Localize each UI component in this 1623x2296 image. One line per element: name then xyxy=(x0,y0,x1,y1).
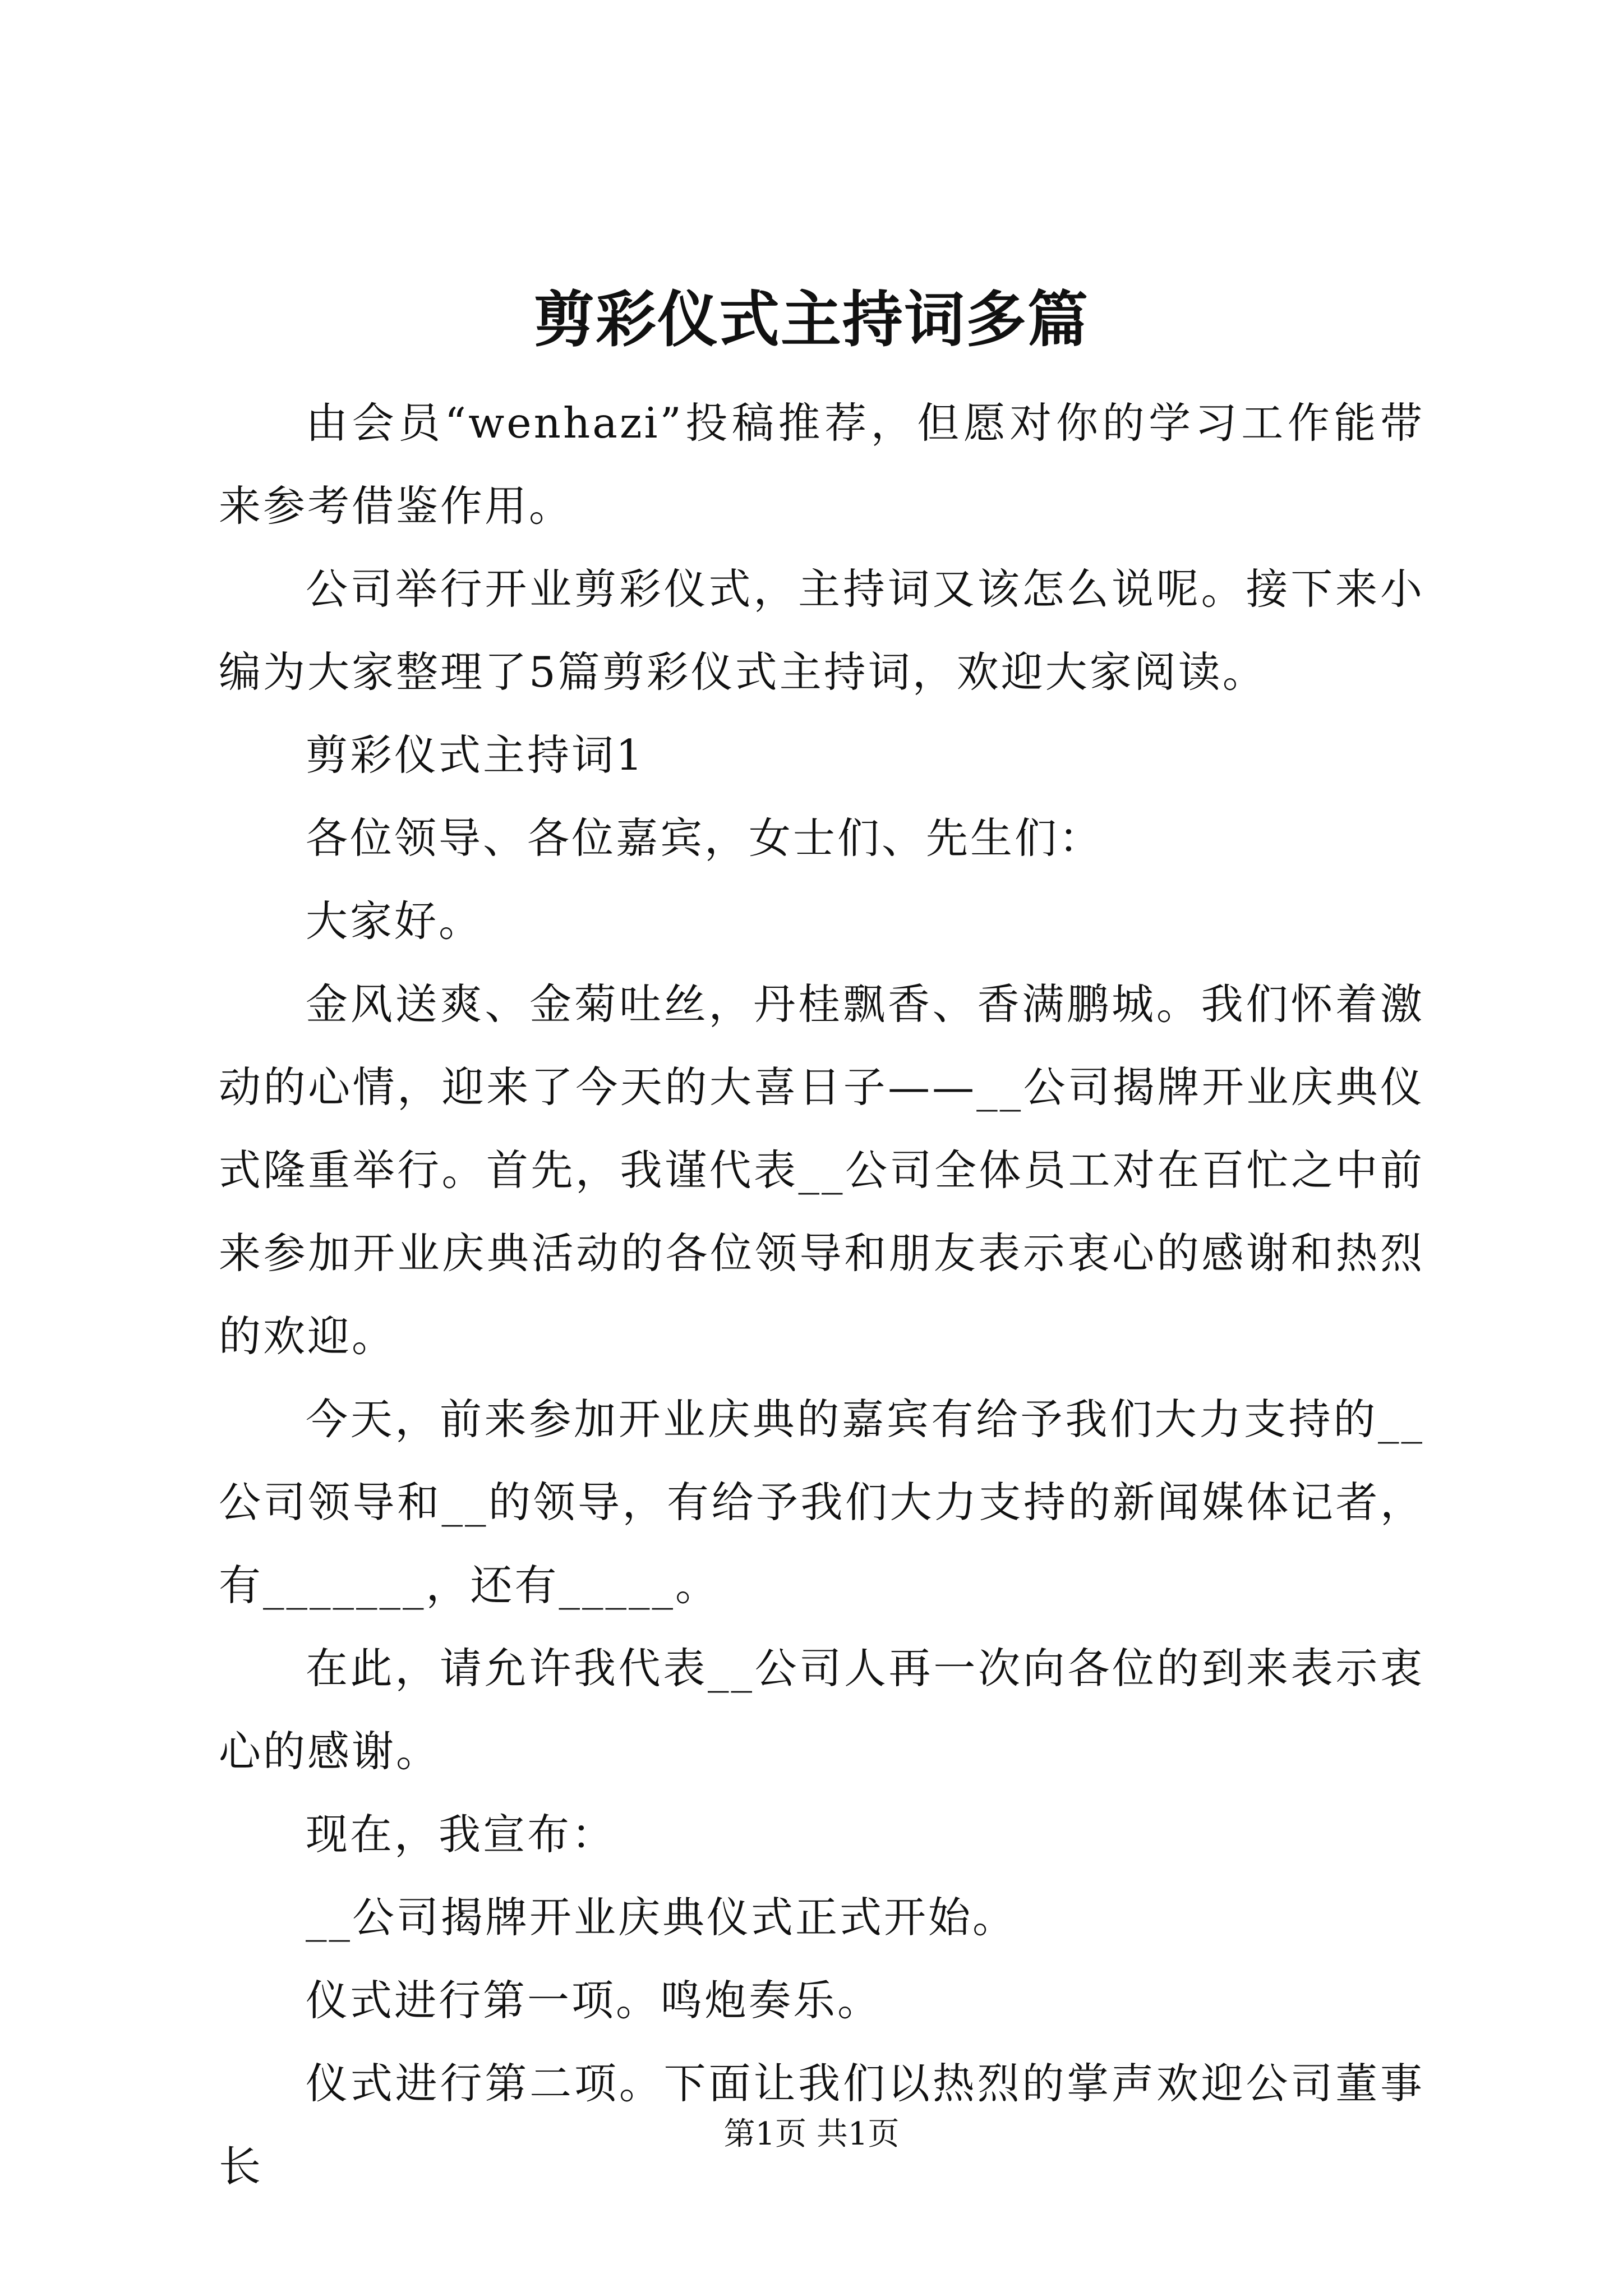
paragraph: 在此，请允许我代表__公司人再一次向各位的到来表示衷心的感谢。 xyxy=(219,1644,1424,1776)
paragraph: 由会员“wenhazi”投稿推荐，但愿对你的学习工作能带来参考借鉴作用。 xyxy=(219,398,1424,531)
section-heading: 剪彩仪式主持词1 xyxy=(306,730,645,780)
paragraph: 金风送爽、金菊吐丝，丹桂飘香、香满鹏城。我们怀着激动的心情，迎来了今天的大喜日子——__公司揭牌开业庆典仪式隆重举行。首先，我谨代表__公司全体员工对在百忙之中前来参加开业庆典活动的各位领导和朋友表示衷心的感谢和热烈的欢迎。 xyxy=(219,979,1424,1361)
document-title: 剪彩仪式主持词多篇 xyxy=(533,284,1089,355)
paragraph: 现在，我宣布： xyxy=(306,1810,616,1859)
page-footer: 第1页 共1页 xyxy=(723,2116,900,2152)
paragraph: 大家好。 xyxy=(306,896,483,946)
paragraph: __公司揭牌开业庆典仪式正式开始。 xyxy=(306,1893,1017,1942)
paragraph: 仪式进行第一项。鸣炮奏乐。 xyxy=(306,1976,882,2025)
paragraph: 仪式进行第二项。下面让我们以热烈的掌声欢迎公司董事长 xyxy=(219,2059,1424,2191)
document-body xyxy=(219,381,1424,2208)
paragraph: 公司举行开业剪彩仪式，主持词又该怎么说呢。接下来小编为大家整理了5篇剪彩仪式主持词，欢迎大家阅读。 xyxy=(219,564,1424,697)
paragraph: 今天，前来参加开业庆典的嘉宾有给予我们大力支持的__公司领导和__的领导，有给予我们大力支持的新闻媒体记者，有_______，还有_____。 xyxy=(219,1395,1424,1610)
paragraph: 各位领导、各位嘉宾，女士们、先生们： xyxy=(306,813,1104,863)
